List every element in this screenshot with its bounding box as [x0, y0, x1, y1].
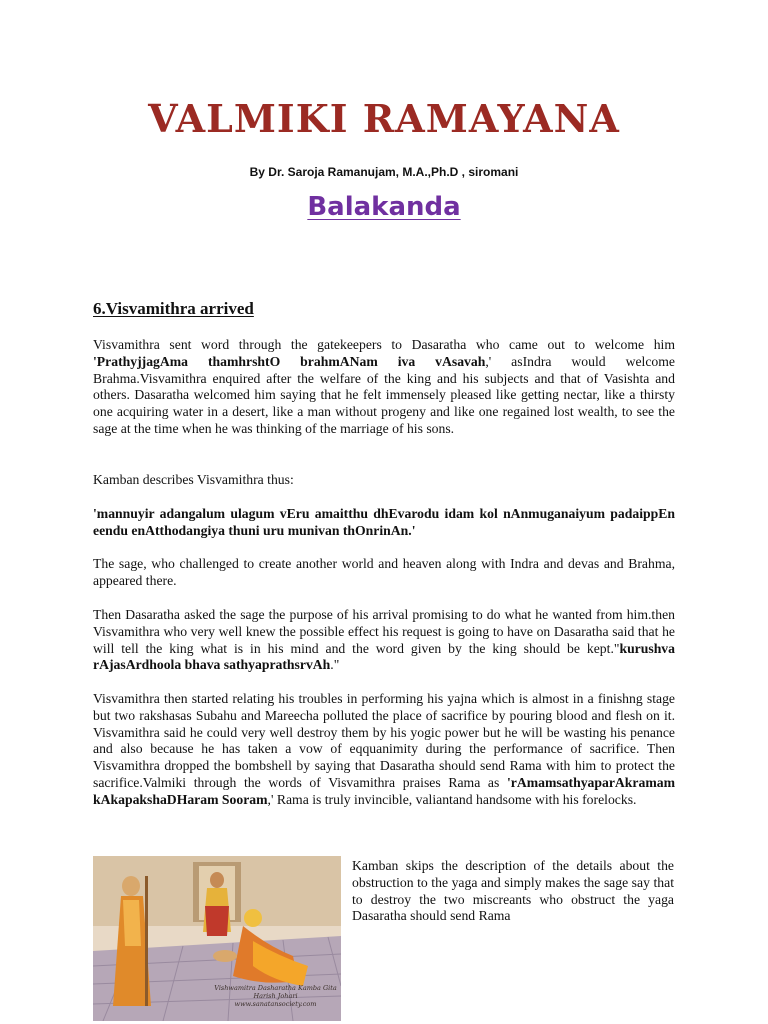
document-title: VALMIKI RAMAYANA	[148, 96, 620, 141]
author-line: By Dr. Saroja Ramanujam, M.A.,Ph.D , siromani	[249, 165, 519, 179]
p1-text-a: Visvamithra sent word through the gatekeepers to Dasaratha who came out to welcome him	[93, 337, 675, 352]
paragraph-1	[93, 337, 675, 438]
section-heading: 6.Visvamithra arrived	[93, 299, 254, 318]
p1-quote: 'PrathyjjagAma thamhrshtO brahmANam iva vAsavah	[93, 353, 486, 369]
p6-text-a: Visvamithra then started relating his troubles in performing his yajna which is almost in a finishng stage but two rakshasas Subahu and Mareecha polluted the place of sacrifice by pouring blood and flesh on it. Visvamithra said he could very well destroy them by his yogic power but he will be wasting his penance and also because he has taken a vow of eqquanimity during the performance of sacrifice. Then Visvamithra dropped the bombshell by saying that Dasaratha should send Rama with him to protect the sacrifice.Valmiki through the words of Visvamithra praises Rama as	[93, 691, 675, 790]
p1-text-c: ,' asIndra would welcome Brahma.Visvamithra enquired after the welfare of the king and his subjects and that of Vasishta and others. Dasaratha welcomed him saying that he felt immensely pleased like getting nectar, like a thirsty one acquiring water in a desert, like a man without progeny and like one regained lost wealth, to see the sage at the time when he was thinking of the marriage of his sons.	[93, 353, 675, 436]
caption-line-1: Vishwamitra Dasharatha Kamba Gita	[214, 984, 337, 992]
caption-line-2: Harish Johari	[253, 992, 298, 1000]
paragraph-5	[93, 607, 675, 674]
paragraph-7: Kamban skips the description of the details about the obstruction to the yaga and simply makes the sage say that to destroy the two miscreants who obstruct the yaga Dasaratha should send Rama	[352, 858, 674, 924]
p5-text-c: ."	[330, 657, 340, 673]
p5-quote: kurushva rAjasArdhoola bhava sathyaprathsrvAh	[93, 640, 675, 673]
p6-quote: 'rAmamsathyaparAkramam kAkapakshaDHaram Sooram	[93, 774, 675, 807]
paragraph-3-quote: 'mannuyir adangalum ulagum vEru amaitthu dhEvarodu idam kol nAnmuganaiyum padaippEn eendu enAtthodangiya thuni uru munivan thOnrinAn.'	[93, 506, 675, 538]
paragraph-4: The sage, who challenged to create another world and heaven along with Indra and devas and Brahma, appeared there.	[93, 556, 675, 588]
illustration-vishwamitra-dasharatha	[93, 856, 341, 1021]
section-subtitle	[0, 192, 768, 222]
p5-text-a: Then Dasaratha asked the sage the purpose of his arrival promising to do what he wanted from him.then Visvamithra who very well knew the possible effect his request is going to have on Dasaratha said that he will tell the king what is in his mind and the word given by the king should be kept."	[93, 607, 675, 656]
illustration-caption	[213, 984, 338, 1008]
paragraph-6	[93, 691, 675, 809]
caption-line-3: www.sanatansociety.com	[234, 1000, 317, 1008]
subtitle-text: Balakanda	[307, 192, 461, 222]
paragraph-2: Kamban describes Visvamithra thus:	[93, 472, 294, 487]
p6-text-c: ,' Rama is truly invincible, valiantand handsome with his forelocks.	[267, 791, 637, 807]
